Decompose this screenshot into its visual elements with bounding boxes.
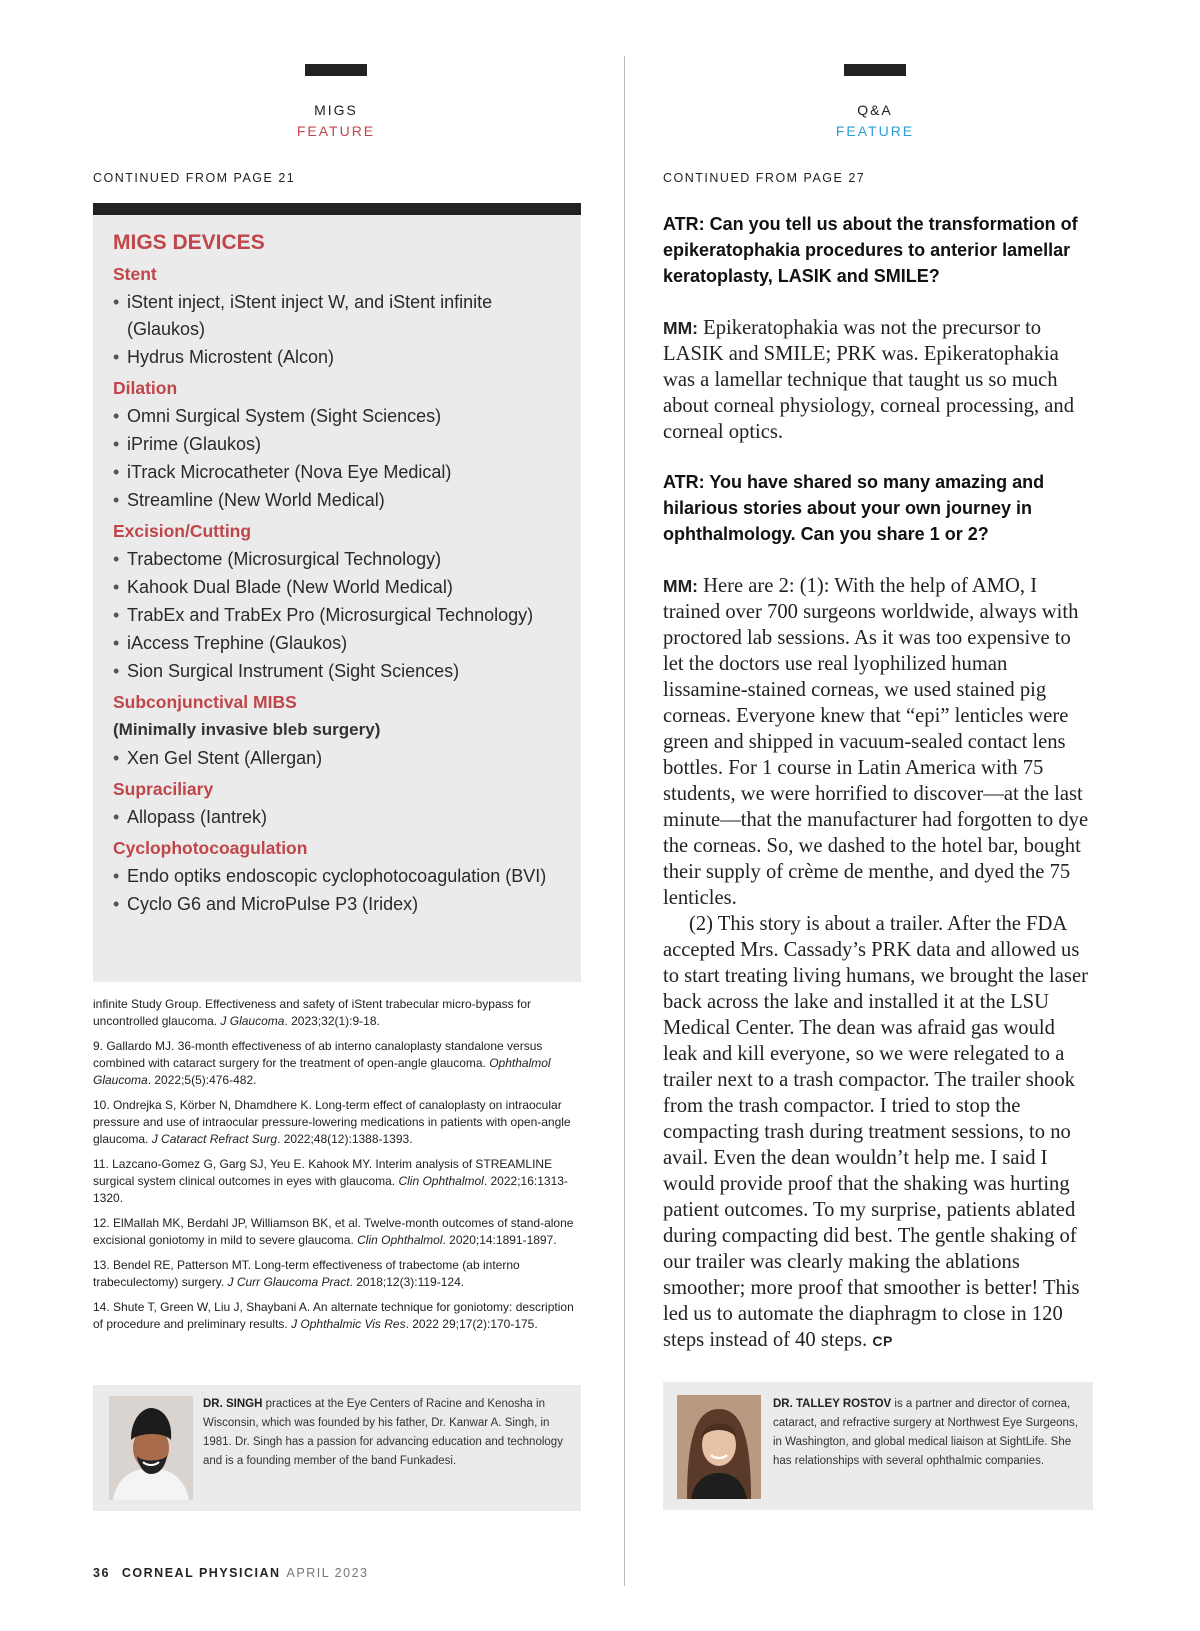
reference-journal: J Cataract Refract Surg <box>151 1132 278 1146</box>
page-footer <box>93 1566 368 1580</box>
references-list <box>93 996 585 1341</box>
speaker-label: MM: <box>663 318 698 338</box>
speaker-label: MM: <box>663 576 698 596</box>
device-category-title: Dilation <box>113 378 178 398</box>
device-list-item: • iPrime (Glaukos) <box>113 431 571 458</box>
reference-citation: . 2018;12(3):119-124. <box>349 1275 465 1289</box>
reference-text: 9. Gallardo MJ. 36-month effectiveness of ab interno canaloplasty standalone versus combined with cataract surgery for the treatment of open-angle glaucoma. <box>93 1039 543 1070</box>
device-list-item: • Trabectome (Microsurgical Technology) <box>113 546 571 573</box>
publication-name: CORNEAL PHYSICIAN <box>121 1566 281 1580</box>
device-list-item: • Xen Gel Stent (Allergan) <box>113 745 571 772</box>
author-bio-body: is a partner and director of cornea, cataract, and refractive surgery at Northwest Eye Surgeons, in Washington, and global medical liaison at SightLife. She has relationships with several ophthalmic companies. <box>773 1398 1078 1467</box>
qa-question-2-block <box>663 469 1093 547</box>
reference-entry <box>93 1299 585 1333</box>
device-list-item: • Endo optiks endoscopic cyclophotocoagulation (BVI) <box>113 863 571 890</box>
device-category-title: Supraciliary <box>113 779 214 799</box>
continued-from-left: CONTINUED FROM PAGE 21 <box>93 171 296 185</box>
issue-date: APRIL 2023 <box>286 1566 369 1580</box>
qa-answer-1-text: Epikeratophakia was not the precursor to LASIK and SMILE; PRK was. Epikeratophakia was a lamellar technique that taught us so much about corneal physiology, corneal processing, and corneal optics. <box>663 317 1074 443</box>
author-bio-body: practices at the Eye Centers of Racine and Kenosha in Wisconsin, which was founded by his father, Dr. Kanwar A. Singh, in 1981. Dr. Singh has a passion for advancing education and technology and is a founding member of the band Funkadesi. <box>203 1398 563 1467</box>
device-list-item: • Sion Surgical Instrument (Sight Sciences) <box>113 658 571 685</box>
qa-question-1-block <box>663 211 1093 289</box>
device-list-item: • Cyclo G6 and MicroPulse P3 (Iridex) <box>113 891 571 918</box>
reference-entry <box>93 1097 585 1148</box>
qa-question-1: ATR: Can you tell us about the transformation of epikeratophakia procedures to anterior lamellar keratoplasty, LASIK and SMILE? <box>663 214 1078 286</box>
column-divider <box>624 56 625 1586</box>
qa-answer-2-block <box>663 573 1093 1354</box>
qa-answer-2-text: Here are 2: (1): With the help of AMO, I trained over 700 surgeons worldwide, always with proctored lab sessions. As it was too expensive to let the doctors use real lyophilized human lissamine-stained corneas, we used stained pig corneas. Everyone knew that “epi” lenticles were green and shipped in vacuum-sealed contact lens bottles. For 1 course in Latin America with 75 students, we were horrified to discover—at the last minute—that the manufacturer had forgotten to dye the corneas. So, we dashed to the hotel bar, bought their supply of crème de menthe, and dyed the 75 lenticles. <box>663 575 1089 909</box>
end-mark: CP <box>872 1333 893 1349</box>
reference-citation: . 2020;14:1891-1897. <box>442 1233 557 1247</box>
device-category-title: Subconjunctival MIBS <box>113 692 297 712</box>
device-category-title: Stent <box>113 264 157 284</box>
qa-answer-3-text: (2) This story is about a trailer. After the FDA accepted Mrs. Cassady’s PRK data and allowed us to start treating living humans, we brought the laser back across the lake and installed it at the LSU Medical Center. The dean was afraid gas would leak and kill everyone, so we were relegated to a trailer next to a trash compactor. The trailer shook from the trash compactor. I tried to stop the compacting trash during treatment sessions, to no avail. Even the dean wouldn’t help me. I said I would provide proof that the shaking was hurting patient outcomes. To my surprise, patients ablated during compacting did best. The gentle shaking of our trailer was clearly making the ablations smoother; more proof that smoother is better! This led us to automate the diaphragm to close in 120 steps instead of 40 steps. <box>663 913 1088 1351</box>
reference-citation: . 2022;5(5):476-482. <box>147 1073 257 1087</box>
reference-journal: J Ophthalmic Vis Res <box>291 1317 406 1331</box>
reference-journal: Clin Ophthalmol <box>357 1233 443 1247</box>
device-list-item: • iAccess Trephine (Glaukos) <box>113 630 571 657</box>
qa-answer-1 <box>663 315 1093 445</box>
reference-text: 11. Lazcano-Gomez G, Garg SJ, Yeu E. Kahook MY. Interim analysis of STREAMLINE surgical system clinical outcomes in eyes with glaucoma. <box>93 1157 553 1188</box>
device-list-item: • Hydrus Microstent (Alcon) <box>113 344 571 371</box>
section-label-qa <box>775 100 975 142</box>
author-photo-singh <box>109 1396 193 1500</box>
qa-answer-1-block <box>663 315 1093 445</box>
author-bio-text <box>203 1395 568 1471</box>
device-list-item: • Streamline (New World Medical) <box>113 487 571 514</box>
reference-citation: . 2022;16:1313-1320. <box>93 1174 568 1205</box>
device-list-item: • TrabEx and TrabEx Pro (Microsurgical Technology) <box>113 602 571 629</box>
reference-entry <box>93 1257 585 1291</box>
author-bio-rostov <box>663 1382 1093 1510</box>
section-label-line2: FEATURE <box>296 123 376 139</box>
device-category-title: Excision/Cutting <box>113 521 252 541</box>
author-name: DR. TALLEY ROSTOV <box>773 1398 892 1410</box>
reference-text: 10. Ondrejka S, Körber N, Dhamdhere K. Long-term effect of canaloplasty on intraocular pressure and use of intraocular pressure-lowering medications in patients with open-angle glaucoma. <box>93 1098 571 1146</box>
page-number: 36 <box>93 1566 110 1580</box>
migs-devices-content <box>113 229 571 919</box>
reference-text: 14. Shute T, Green W, Liu J, Shaybani A. An alternate technique for goniotomy: description of procedure and preliminary results. <box>93 1300 574 1331</box>
device-category-title: Cyclophotocoagulation <box>113 838 308 858</box>
qa-answer-2 <box>663 573 1093 911</box>
reference-entry <box>93 1038 585 1089</box>
reference-citation: . 2022;48(12):1388-1393. <box>277 1132 413 1146</box>
device-list-item: • iTrack Microcatheter (Nova Eye Medical) <box>113 459 571 486</box>
device-list-item: • Allopass (Iantrek) <box>113 804 571 831</box>
migs-devices-sidebar <box>93 215 581 982</box>
device-category-subtitle: (Minimally invasive bleb surgery) <box>113 720 381 739</box>
reference-journal: Ophthalmol Glaucoma <box>93 1056 551 1087</box>
author-bio-text <box>773 1395 1083 1471</box>
section-label-line1: MIGS <box>314 102 358 118</box>
device-list-item: • Kahook Dual Blade (New World Medical) <box>113 574 571 601</box>
section-marker-bar <box>305 64 367 76</box>
reference-text: 13. Bendel RE, Patterson MT. Long-term effectiveness of trabectome (ab interno trabeculectomy) surgery. <box>93 1258 520 1289</box>
reference-entry <box>93 1156 585 1207</box>
reference-entry <box>93 996 585 1030</box>
reference-text: infinite Study Group. Effectiveness and safety of iStent trabecular micro-bypass for uncontrolled glaucoma. <box>93 997 531 1028</box>
reference-citation: . 2023;32(1):9-18. <box>284 1014 380 1028</box>
reference-journal: J Glaucoma <box>220 1014 285 1028</box>
reference-entry <box>93 1215 585 1249</box>
author-bio-singh <box>93 1385 581 1511</box>
reference-text: 12. ElMallah MK, Berdahl JP, Williamson BK, et al. Twelve-month outcomes of stand-alone excisional goniotomy in mild to severe glaucoma. <box>93 1216 574 1247</box>
section-label-line1: Q&A <box>857 102 893 118</box>
device-list-item: • iStent inject, iStent inject W, and iStent infinite (Glaukos) <box>113 289 571 343</box>
reference-journal: Clin Ophthalmol <box>398 1174 484 1188</box>
section-marker-bar <box>844 64 906 76</box>
reference-citation: . 2022 29;17(2):170-175. <box>405 1317 538 1331</box>
section-label-line2: FEATURE <box>835 123 915 139</box>
qa-question-2: ATR: You have shared so many amazing and hilarious stories about your own journey in ophthalmology. Can you share 1 or 2? <box>663 472 1045 544</box>
author-photo-rostov <box>677 1395 761 1499</box>
migs-box-topbar <box>93 203 581 215</box>
migs-devices-title: MIGS DEVICES <box>113 231 265 254</box>
author-name: DR. SINGH <box>203 1398 263 1410</box>
qa-answer-3 <box>663 911 1093 1354</box>
reference-journal: J Curr Glaucoma Pract <box>227 1275 350 1289</box>
continued-from-right: CONTINUED FROM PAGE 27 <box>663 171 866 185</box>
section-label-migs <box>236 100 436 142</box>
device-list-item: • Omni Surgical System (Sight Sciences) <box>113 403 571 430</box>
